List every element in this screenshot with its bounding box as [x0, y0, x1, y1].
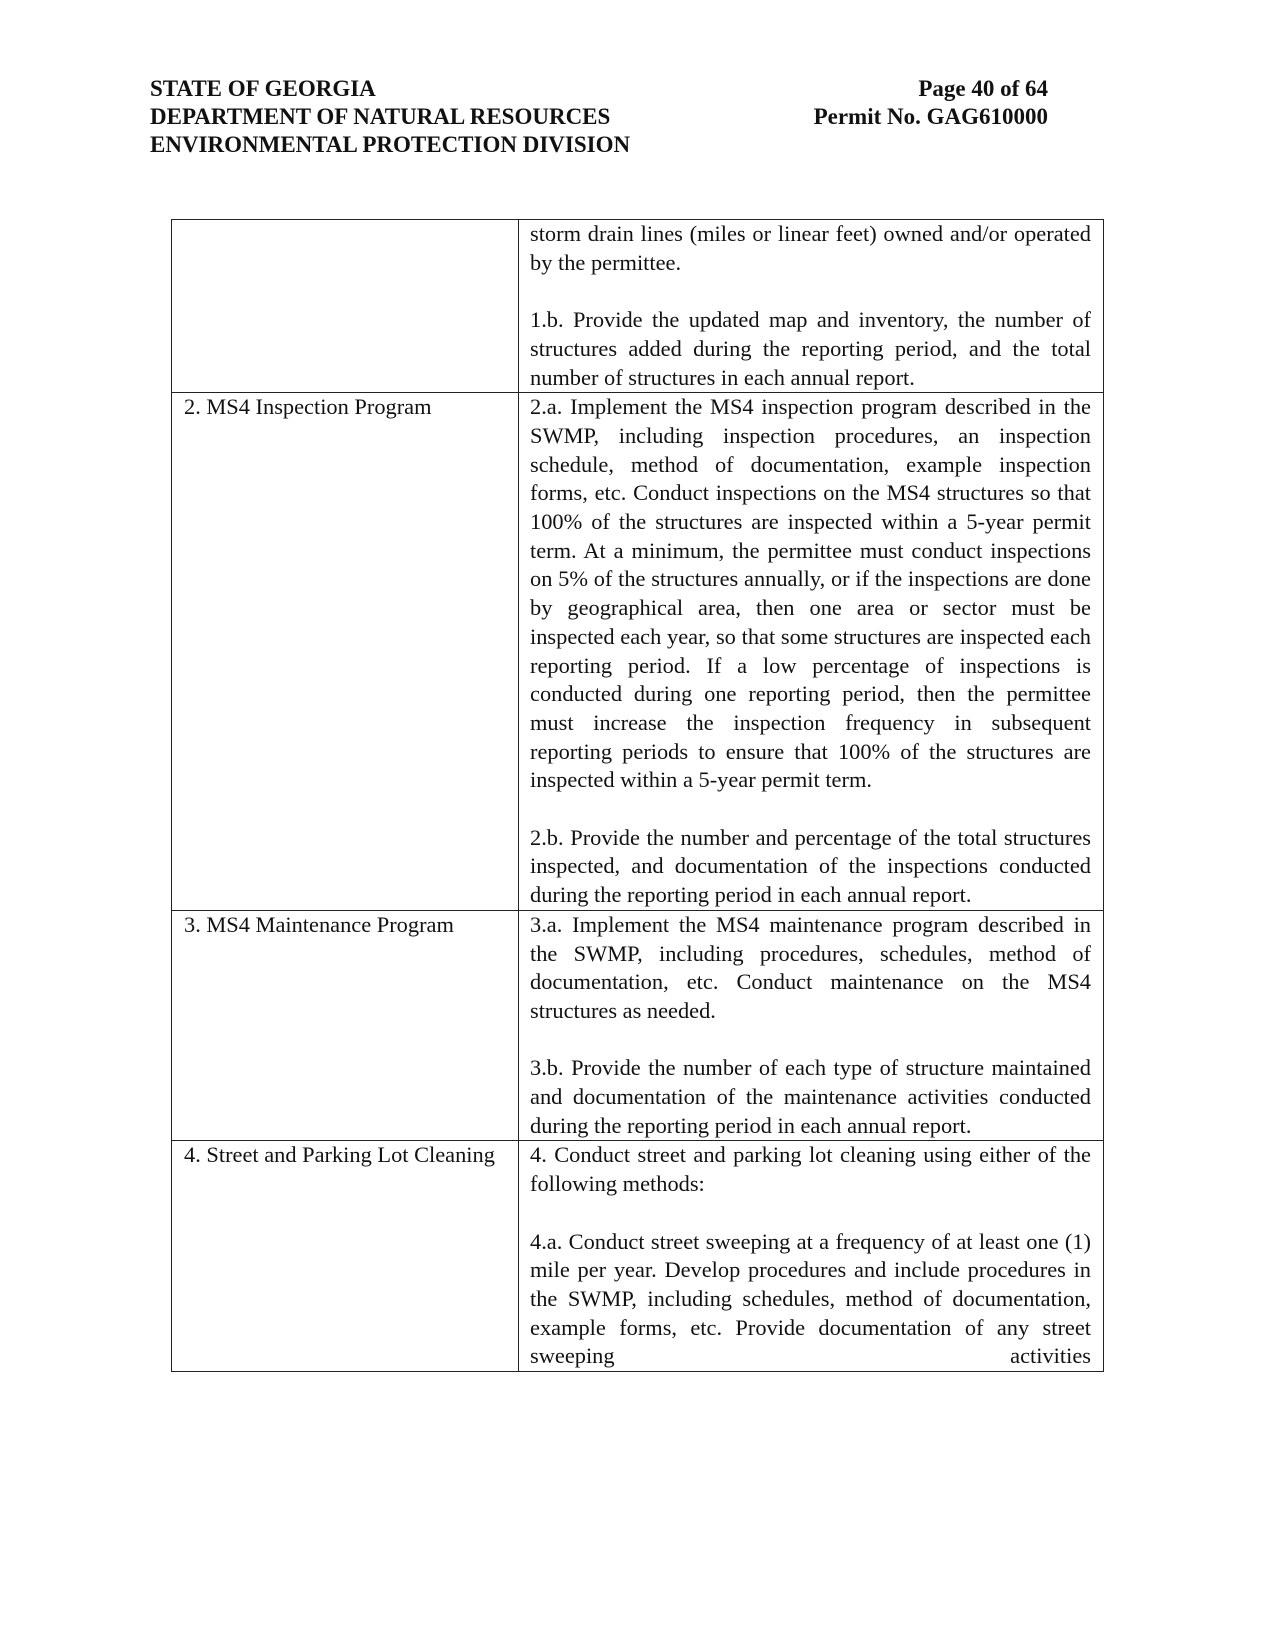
table-row: [172, 1141, 1104, 1372]
requirement-paragraph: 4.a. Conduct street sweeping at a frequency of at least one (1) mile per year. Develop procedures and include procedures in the SWMP, including schedules, method of documentation, example forms, etc. Provide documentation of any street sweeping activities: [530, 1228, 1091, 1369]
row-requirement-cell: [519, 1141, 1104, 1372]
row-requirement-cell: [519, 910, 1104, 1141]
permit-requirements-table: [171, 219, 1104, 1372]
row-label-cell: [172, 393, 519, 911]
header-department: DEPARTMENT OF NATURAL RESOURCES: [150, 104, 611, 129]
requirement-paragraph: 3.b. Provide the number of each type of structure maintained and documentation of the maintenance activities conducted during the reporting period in each annual report.: [530, 1055, 1091, 1138]
requirement-paragraph: 4. Conduct street and parking lot cleaning using either of the following methods:: [530, 1142, 1091, 1197]
table-row: [172, 910, 1104, 1141]
row-label: 3. MS4 Maintenance Program: [184, 911, 454, 937]
header-state: STATE OF GEORGIA: [150, 76, 376, 101]
table-row: [172, 220, 1104, 393]
requirement-paragraph: 1.b. Provide the updated map and inventory, the number of structures added during the reporting period, and the total number of structures in each annual report.: [530, 307, 1091, 390]
row-label-cell: [172, 220, 519, 393]
row-requirement-cell: [519, 220, 1104, 393]
row-requirement-cell: [519, 393, 1104, 911]
document-header-agency: [150, 75, 630, 159]
requirement-paragraph: storm drain lines (miles or linear feet) owned and/or operated by the permittee.: [530, 221, 1091, 275]
requirement-paragraph: 2.a. Implement the MS4 inspection program described in the SWMP, including inspection procedures, an inspection schedule, method of documentation, example inspection forms, etc. Conduct inspections on the MS4 structures so that 100% of the structures are inspected within a 5-year permit term. At a minimum, the permittee must conduct inspections on 5% of the structures annually, or if the inspections are done by geographical area, then one area or sector must be inspected each year, so that some structures are inspected each reporting period. If a low percentage of inspections is conducted during one reporting period, then the permittee must increase the inspection frequency in subsequent reporting periods to ensure that 100% of the structures are inspected within a 5-year permit term.: [530, 394, 1091, 793]
document-header-page-info: [740, 75, 1048, 131]
row-label: 4. Street and Parking Lot Cleaning: [184, 1142, 495, 1168]
row-label-cell: [172, 910, 519, 1141]
row-label: 2. MS4 Inspection Program: [184, 394, 432, 420]
header-division: ENVIRONMENTAL PROTECTION DIVISION: [150, 132, 631, 157]
permit-number: Permit No. GAG610000: [813, 104, 1048, 129]
table-row: [172, 393, 1104, 911]
row-label-cell: [172, 1141, 519, 1372]
requirement-paragraph: 2.b. Provide the number and percentage of the total structures inspected, and documentation of the inspections conducted during the reporting period in each annual report.: [530, 824, 1091, 908]
page-number: Page 40 of 64: [918, 76, 1048, 101]
requirement-paragraph: 3.a. Implement the MS4 maintenance program described in the SWMP, including procedures, schedules, method of documentation, etc. Conduct maintenance on the MS4 structures as needed.: [530, 911, 1091, 1023]
